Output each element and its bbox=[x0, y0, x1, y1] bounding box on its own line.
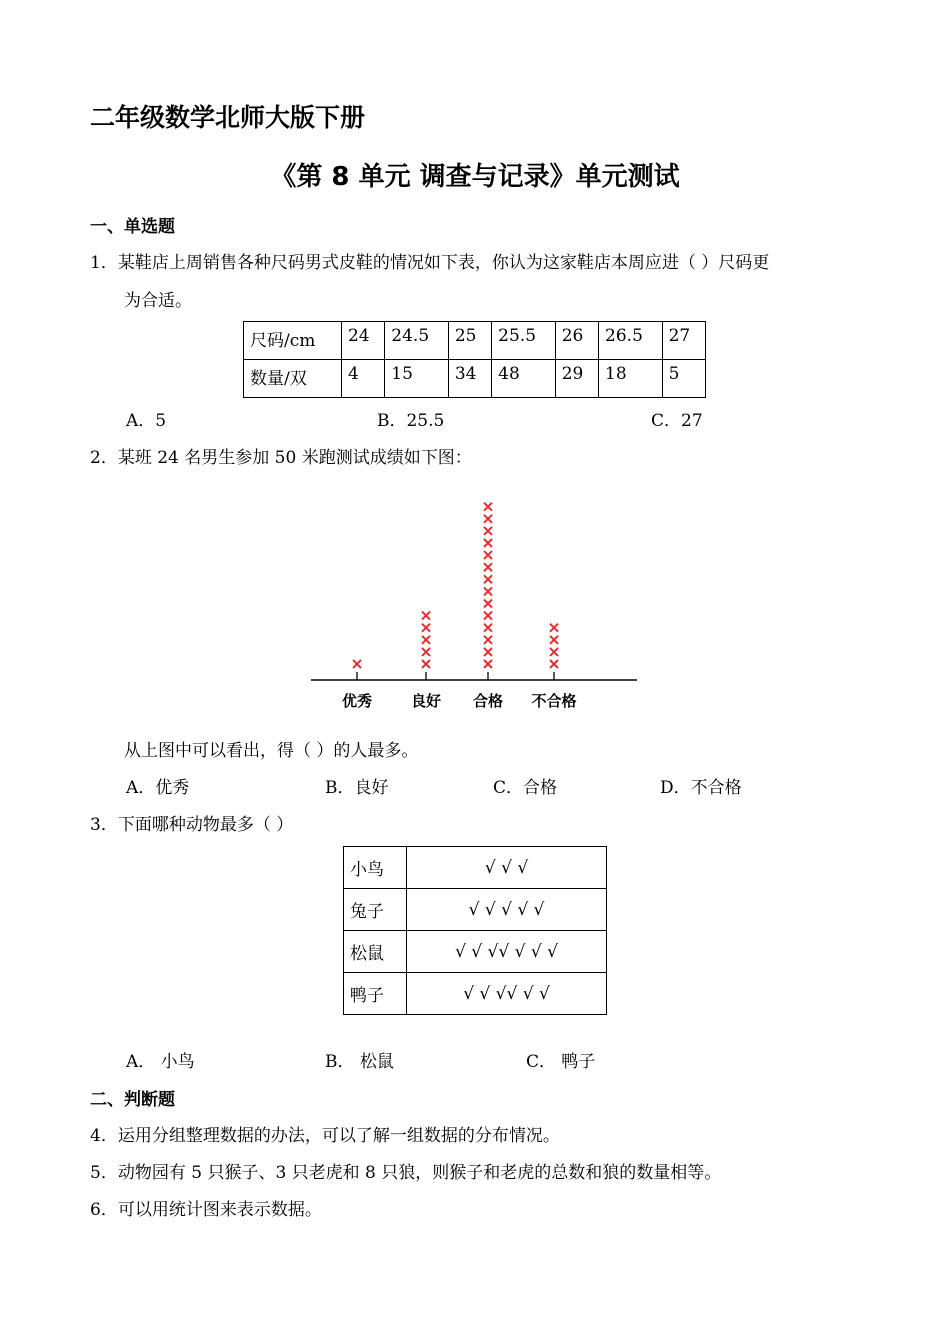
table-cell: 4 bbox=[341, 360, 384, 398]
q1-option-b[interactable]: B．25.5 bbox=[377, 411, 445, 431]
data-point-不合格 bbox=[550, 624, 558, 632]
question-2-prompt: 从上图中可以看出，得（ ）的人最多。 bbox=[124, 741, 419, 761]
q1-option-c[interactable]: C．27 bbox=[651, 411, 703, 431]
data-point-良好 bbox=[422, 624, 430, 632]
data-point-不合格 bbox=[550, 636, 558, 644]
q2-option-c[interactable]: C．合格 bbox=[493, 778, 558, 798]
data-point-合格 bbox=[484, 539, 492, 547]
data-point-合格 bbox=[484, 600, 492, 608]
question-6-text: 6．可以用统计图来表示数据。 bbox=[90, 1200, 322, 1220]
data-point-良好 bbox=[422, 660, 430, 668]
question-3-text: 3．下面哪种动物最多（ ） bbox=[90, 815, 294, 835]
table-row bbox=[344, 931, 607, 973]
q3-option-c[interactable]: C． 鸭子 bbox=[526, 1052, 596, 1072]
data-point-合格 bbox=[484, 527, 492, 535]
tally-marks: √ √ √ √ √ bbox=[407, 889, 607, 931]
data-point-优秀 bbox=[353, 660, 361, 668]
data-point-合格 bbox=[484, 612, 492, 620]
q2-option-d[interactable]: D．不合格 bbox=[660, 778, 742, 798]
category-label: 良好 bbox=[410, 692, 442, 710]
tally-marks: √ √ √√ √ √ bbox=[407, 973, 607, 1015]
q2-option-b[interactable]: B．良好 bbox=[325, 778, 389, 798]
table-row-size bbox=[244, 322, 706, 360]
data-point-良好 bbox=[422, 612, 430, 620]
data-point-良好 bbox=[422, 648, 430, 656]
data-point-合格 bbox=[484, 648, 492, 656]
category-label: 合格 bbox=[472, 692, 504, 710]
category-label: 优秀 bbox=[341, 692, 373, 710]
table-cell: 18 bbox=[599, 360, 663, 398]
tally-marks: √ √ √√ √ √ √ bbox=[407, 931, 607, 973]
data-point-合格 bbox=[484, 515, 492, 523]
document-subtitle: 《第 8 单元 调查与记录》单元测试 bbox=[270, 162, 680, 192]
question-4-text: 4．运用分组整理数据的办法，可以了解一组数据的分布情况。 bbox=[90, 1126, 560, 1146]
question-2-text: 2．某班 24 名男生参加 50 米跑测试成绩如下图： bbox=[90, 448, 472, 468]
table-cell: 24.5 bbox=[385, 322, 449, 360]
table-row-header: 数量/双 bbox=[244, 360, 342, 398]
animal-tally-table bbox=[343, 846, 607, 1015]
section-heading-single-choice: 一、单选题 bbox=[90, 217, 175, 237]
shoe-size-table bbox=[243, 321, 706, 398]
data-point-合格 bbox=[484, 503, 492, 511]
data-point-合格 bbox=[484, 575, 492, 583]
section-heading-true-false: 二、判断题 bbox=[90, 1090, 175, 1110]
animal-name: 小鸟 bbox=[344, 847, 407, 889]
q2-option-a[interactable]: A．优秀 bbox=[126, 778, 190, 798]
table-row-count bbox=[244, 360, 706, 398]
table-cell: 15 bbox=[385, 360, 449, 398]
table-cell: 26 bbox=[555, 322, 598, 360]
animal-name: 松鼠 bbox=[344, 931, 407, 973]
animal-name: 鸭子 bbox=[344, 973, 407, 1015]
table-cell: 34 bbox=[448, 360, 491, 398]
table-cell: 26.5 bbox=[599, 322, 663, 360]
category-label: 不合格 bbox=[531, 692, 577, 710]
table-row-header: 尺码/cm bbox=[244, 322, 342, 360]
table-row bbox=[344, 847, 607, 889]
data-point-合格 bbox=[484, 624, 492, 632]
table-row bbox=[344, 889, 607, 931]
data-point-良好 bbox=[422, 636, 430, 644]
question-5-text: 5．动物园有 5 只猴子、3 只老虎和 8 只狼，则猴子和老虎的总数和狼的数量相等。 bbox=[90, 1163, 722, 1183]
tally-marks: √ √ √ bbox=[407, 847, 607, 889]
table-cell: 25 bbox=[448, 322, 491, 360]
table-cell: 25.5 bbox=[492, 322, 556, 360]
animal-name: 兔子 bbox=[344, 889, 407, 931]
question-1-text: 1．某鞋店上周销售各种尺码男式皮鞋的情况如下表，你认为这家鞋店本周应进（ ）尺码更 bbox=[90, 253, 770, 273]
table-cell: 24 bbox=[341, 322, 384, 360]
table-cell: 5 bbox=[662, 360, 705, 398]
data-point-不合格 bbox=[550, 648, 558, 656]
table-cell: 27 bbox=[662, 322, 705, 360]
q3-option-a[interactable]: A． 小鸟 bbox=[126, 1052, 195, 1072]
document-title: 二年级数学北师大版下册 bbox=[90, 103, 366, 132]
data-point-合格 bbox=[484, 551, 492, 559]
data-point-合格 bbox=[484, 587, 492, 595]
data-point-合格 bbox=[484, 660, 492, 668]
question-1-text-cont: 为合适。 bbox=[124, 291, 192, 311]
data-point-不合格 bbox=[550, 660, 558, 668]
dot-plot-chart bbox=[305, 480, 645, 715]
table-cell: 48 bbox=[492, 360, 556, 398]
table-cell: 29 bbox=[555, 360, 598, 398]
q3-option-b[interactable]: B． 松鼠 bbox=[325, 1052, 394, 1072]
table-row bbox=[344, 973, 607, 1015]
q1-option-a[interactable]: A．5 bbox=[126, 411, 167, 431]
data-point-合格 bbox=[484, 636, 492, 644]
data-point-合格 bbox=[484, 563, 492, 571]
